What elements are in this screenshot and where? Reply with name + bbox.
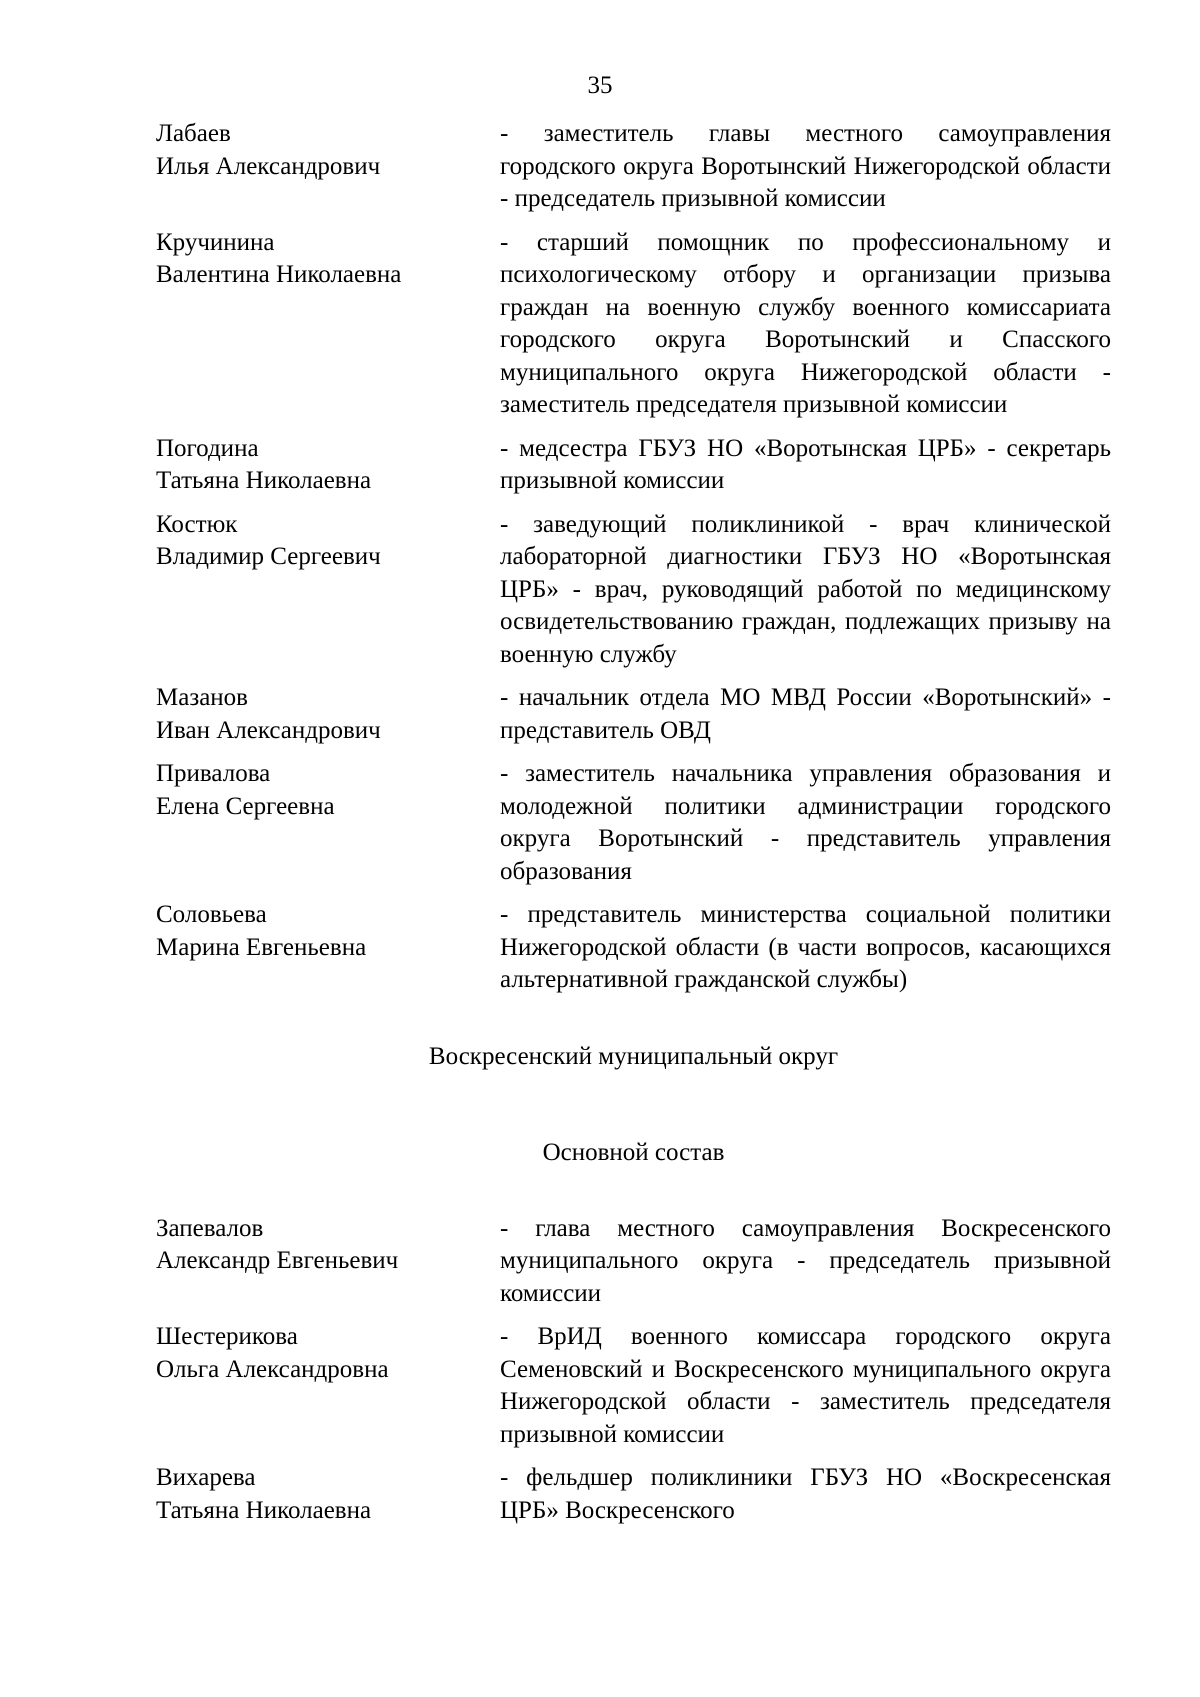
member-role: - начальник отдела МО МВД России «Воротынский» - представитель ОВД: [500, 684, 1111, 744]
member-entry: [156, 227, 1111, 422]
member-name: [156, 1213, 500, 1278]
member-surname: Запевалов: [156, 1214, 264, 1242]
member-role: - заместитель главы местного самоуправления городского округа Воротынский Нижегородской области - председатель призывной комиссии: [500, 120, 1111, 212]
member-entry: [156, 1462, 1111, 1527]
member-name: [156, 682, 500, 747]
member-name: [156, 509, 500, 574]
member-role: - фельдшер поликлиники ГБУЗ НО «Воскресенская ЦРБ» Воскресенского: [500, 1464, 1111, 1524]
member-role: - медсестра ГБУЗ НО «Воротынская ЦРБ» - секретарь призывной комиссии: [500, 434, 1111, 494]
member-entry: [156, 682, 1111, 747]
member-given-name: Илья Александрович: [156, 152, 381, 180]
member-role: - представитель министерства социальной политики Нижегородской области (в части вопросов, касающихся альтернативной гражданской службы): [500, 901, 1111, 993]
member-name: [156, 227, 500, 292]
member-given-name: Елена Сергеевна: [156, 792, 335, 820]
member-name: [156, 899, 500, 964]
member-surname: Шестерикова: [156, 1323, 298, 1350]
page-number: 35: [587, 72, 613, 99]
member-surname: Погодина: [156, 434, 259, 462]
member-role: - ВрИД военного комиссара городского округа Семеновский и Воскресенского муниципального округа Нижегородской области - заместитель председателя призывной комиссии: [500, 1323, 1111, 1448]
member-name: [156, 758, 500, 823]
member-given-name: Иван Александрович: [156, 716, 381, 744]
member-name: [156, 1462, 500, 1527]
document-body: [156, 118, 1111, 1527]
member-entry: [156, 509, 1111, 672]
member-given-name: Владимир Сергеевич: [156, 543, 381, 570]
member-given-name: Александр Евгеньевич: [156, 1247, 399, 1274]
subsection-title: Основной состав: [542, 1138, 725, 1166]
member-given-name: Татьяна Николаевна: [156, 1496, 372, 1524]
member-surname: Вихарева: [156, 1464, 256, 1491]
member-given-name: Ольга Александровна: [156, 1355, 389, 1383]
member-entry: [156, 899, 1111, 997]
member-given-name: Марина Евгеньевна: [156, 933, 367, 961]
member-surname: Костюк: [156, 510, 238, 538]
member-surname: Лабаев: [156, 120, 231, 147]
member-role: - заведующий поликлиникой - врач клинической лабораторной диагностики ГБУЗ НО «Воротынская ЦРБ» - врач, руководящий работой по медицинскому освидетельствованию граждан, подлежащих призыву на военную службу: [500, 510, 1111, 668]
member-name: [156, 118, 500, 183]
member-surname: Мазанов: [156, 684, 248, 711]
member-name: [156, 433, 500, 498]
member-role: - заместитель начальника управления образования и молодежной политики администрации городского округа Воротынский - представитель управления образования: [500, 760, 1111, 885]
member-given-name: Татьяна Николаевна: [156, 467, 372, 494]
member-entry: [156, 758, 1111, 888]
member-entry: [156, 1321, 1111, 1451]
member-entry: [156, 433, 1111, 498]
member-surname: Кручинина: [156, 228, 275, 256]
member-surname: Привалова: [156, 760, 271, 787]
section-title: Воскресенский муниципальный округ: [428, 1042, 839, 1070]
member-name: [156, 1321, 500, 1386]
member-role: - глава местного самоуправления Воскресенского муниципального округа - председатель призывной комиссии: [500, 1214, 1111, 1307]
member-given-name: Валентина Николаевна: [156, 261, 402, 288]
member-role: - старший помощник по профессиональному и психологическому отбору и организации призыва граждан на военную службу военного комиссариата городского округа Воротынский и Спасского муниципального округа Нижегородской области - заместитель председателя призывной комиссии: [500, 228, 1111, 418]
member-entry: [156, 1213, 1111, 1311]
member-surname: Соловьева: [156, 901, 267, 928]
member-entry: [156, 118, 1111, 216]
